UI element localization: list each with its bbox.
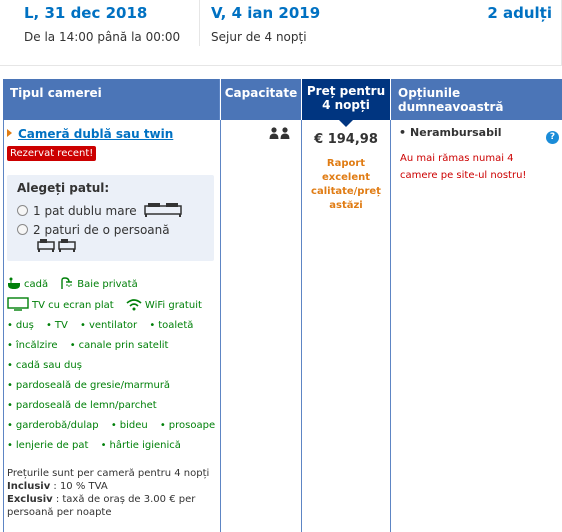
column-divider bbox=[390, 120, 391, 532]
bed-option-label[interactable]: 2 paturi de o persoană bbox=[33, 223, 170, 237]
option-non-refundable: • Nerambursabil bbox=[399, 126, 502, 139]
checkin-date[interactable]: L, 31 dec 2018 bbox=[24, 4, 148, 22]
prices-note-excluded bbox=[7, 493, 217, 519]
rooms-left-warning: Au mai rămas numai 4 camere pe site-ul nostru! bbox=[400, 153, 527, 181]
prices-note-line: Prețurile sunt per cameră pentru 4 nopți bbox=[7, 468, 210, 479]
bed-choice-title: Alegeți patul: bbox=[17, 181, 110, 195]
checkin-time: De la 14:00 până la 00:00 bbox=[24, 30, 181, 44]
room-price: € 194,98 bbox=[314, 132, 378, 147]
divider bbox=[199, 0, 200, 46]
great-value-label: Raport excelent calitate/preț astăzi bbox=[311, 158, 381, 211]
wifi-icon bbox=[126, 298, 142, 311]
checkout-date[interactable]: V, 4 ian 2019 bbox=[211, 4, 321, 22]
guests-block[interactable] bbox=[487, 3, 552, 23]
stay-length: Sejur de 4 nopți bbox=[211, 30, 307, 44]
included-text: : 10 % TVA bbox=[50, 481, 108, 492]
included-label: Inclusiv bbox=[7, 481, 51, 492]
header-options-label: Opțiunile dumneavoastră bbox=[398, 86, 504, 114]
double-bed-icon bbox=[144, 203, 182, 217]
shower-icon bbox=[60, 277, 74, 290]
facility-wardrobe: garderobă/dulap bbox=[15, 420, 99, 431]
guests-count[interactable]: 2 adulți bbox=[487, 4, 552, 22]
booking-summary bbox=[0, 0, 562, 66]
help-icon[interactable]: ? bbox=[546, 131, 559, 144]
excluded-label: Exclusiv bbox=[7, 494, 53, 505]
bathtub-icon bbox=[7, 277, 21, 290]
room-name-link[interactable] bbox=[7, 127, 173, 141]
header-room-type bbox=[3, 79, 220, 120]
facility-wood-floor: pardoseală de lemn/parchet bbox=[15, 400, 157, 411]
facility-row: • pardoseală de gresie/marmură bbox=[7, 380, 171, 391]
facility-bidet: bideu bbox=[119, 420, 148, 431]
header-capacity bbox=[221, 79, 301, 120]
facility-fan: ventilator bbox=[88, 320, 138, 331]
facility-tv: TV cu ecran plat bbox=[32, 300, 114, 311]
radio-button[interactable] bbox=[17, 224, 28, 235]
facility-row: • lenjerie de pat • hârtie igienică bbox=[7, 440, 181, 451]
facility-toilet-paper: hârtie igienică bbox=[109, 440, 181, 451]
bed-option-double[interactable] bbox=[17, 203, 182, 218]
facility-tv2: TV bbox=[54, 320, 68, 331]
facility-linen: lenjerie de pat bbox=[15, 440, 89, 451]
expand-triangle-icon bbox=[7, 129, 12, 137]
facility-toilet: toaletă bbox=[158, 320, 194, 331]
excluded-text: : taxă de oraș de 3.00 € per persoană per noapte bbox=[7, 494, 196, 518]
facility-bath-or-shower: cadă sau duș bbox=[15, 360, 82, 371]
facility-row: • încălzire • canale prin satelit bbox=[7, 340, 169, 351]
bed-choice-box bbox=[7, 175, 214, 261]
facility-row bbox=[7, 297, 202, 313]
room-name-label[interactable]: Cameră dublă sau twin bbox=[18, 127, 174, 141]
facility-row: • duș • TV • ventilator • toaletă bbox=[7, 320, 194, 331]
table-border bbox=[3, 120, 4, 532]
bed-option-label[interactable]: 1 pat dublu mare bbox=[33, 204, 137, 218]
facility-bath: cadă bbox=[24, 279, 49, 290]
facility-row: • cadă sau duș bbox=[7, 360, 82, 371]
facility-row: • garderobă/dulap • bideu • prosoape bbox=[7, 420, 216, 431]
radio-button[interactable] bbox=[17, 205, 28, 216]
facility-towels: prosoape bbox=[168, 420, 216, 431]
bed-option-twin[interactable] bbox=[17, 223, 170, 255]
facility-shower: duș bbox=[15, 320, 34, 331]
column-divider bbox=[220, 120, 221, 532]
facility-row bbox=[7, 277, 138, 292]
header-price-line1: Preț pentru bbox=[306, 84, 386, 98]
header-capacity-label: Capacitate bbox=[224, 86, 298, 100]
facility-private-bath: Baie privată bbox=[77, 279, 138, 290]
facility-wifi: WiFi gratuit bbox=[144, 300, 202, 311]
header-price bbox=[302, 79, 390, 120]
option-label: Nerambursabil bbox=[410, 126, 502, 139]
header-options bbox=[391, 79, 562, 120]
facility-sat-channels: canale prin satelit bbox=[78, 340, 169, 351]
recently-booked-badge: Rezervat recent! bbox=[7, 146, 96, 161]
prices-note-included bbox=[7, 480, 217, 493]
tv-icon bbox=[7, 297, 29, 311]
prices-note bbox=[7, 467, 217, 519]
checkout-block[interactable] bbox=[211, 3, 320, 46]
twin-bed-icon bbox=[37, 238, 170, 255]
header-price-line2: 4 nopți bbox=[322, 98, 370, 112]
checkin-block[interactable] bbox=[24, 3, 180, 46]
two-persons-icon bbox=[269, 127, 291, 139]
room-table bbox=[3, 79, 562, 532]
facility-tile-floor: pardoseală de gresie/marmură bbox=[15, 380, 171, 391]
facility-row: • pardoseală de lemn/parchet bbox=[7, 400, 157, 411]
sort-arrow-icon bbox=[339, 120, 353, 127]
facility-heating: încălzire bbox=[15, 340, 58, 351]
header-price-label bbox=[302, 84, 390, 112]
header-room-type-label: Tipul camerei bbox=[10, 86, 102, 100]
